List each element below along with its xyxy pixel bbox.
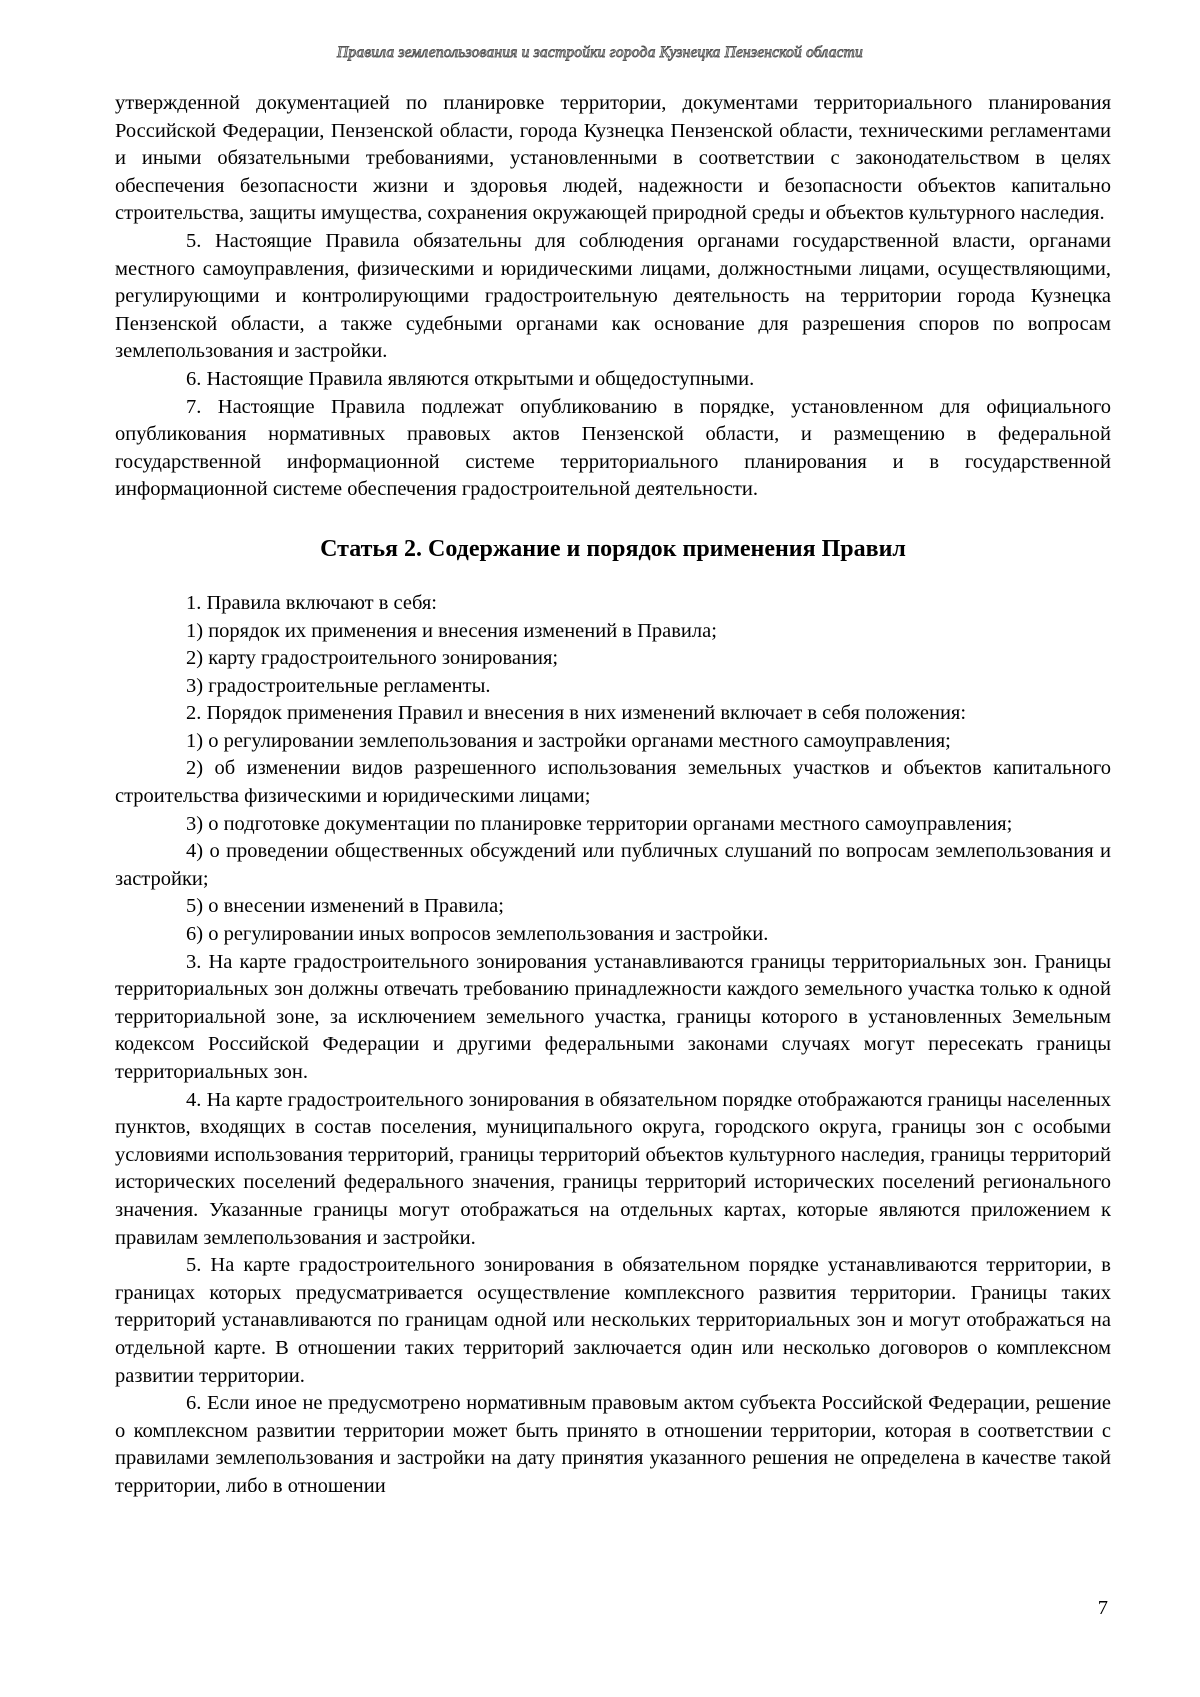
list-item: 6) о регулировании иных вопросов землепользования и застройки.: [186, 923, 769, 946]
document-body: [115, 90, 1111, 1501]
list-item: 4) о проведении общественных обсуждений или публичных слушаний по вопросам землепользования и застройки;: [115, 840, 1111, 890]
paragraph: 5. Настоящие Правила обязательны для соблюдения органами государственной власти, органами местного самоуправления, физическими и юридическими лицами, должностными лицами, осуществляющими, регулирующими и контролирующими градостроительную деятельность на территории города Кузнецка Пензенской области, а также судебными органами как основание для разрешения споров по вопросам землепользования и застройки.: [115, 229, 1111, 363]
paragraph: утвержденной документацией по планировке территории, документами территориального планирования Российской Федерации, Пензенской области, города Кузнецка Пензенской области, техническими регламентами и иными обязательными требованиями, установленными в соответствии с законодательством в целях обеспечения безопасности жизни и здоровья людей, надежности и безопасности объектов капитально строительства, защиты имущества, сохранения окружающей природной среды и объектов культурного наследия.: [115, 92, 1111, 225]
paragraph: 3. На карте градостроительного зонирования устанавливаются границы территориальных зон. Границы территориальных зон должны отвечать требованию принадлежности каждого земельного участка только к одной территориальной зоне, за исключением земельного участка, границы которого в установленных Земельным кодексом Российской Федерации и другими федеральными законами случаях могут пересекать границы территориальных зон.: [115, 950, 1111, 1083]
paragraph: 2. Порядок применения Правил и внесения в них изменений включает в себя положения:: [186, 702, 967, 725]
list-item: 1) порядок их применения и внесения изменений в Правила;: [186, 619, 717, 642]
paragraph: 7. Настоящие Правила подлежат опубликованию в порядке, установленном для официального опубликования нормативных правовых актов Пензенской области, и размещению в федеральной государственной информационной системе территориального планирования и в государственной информационной системе обеспечения градостроительной деятельности.: [115, 395, 1111, 501]
running-header: Правила землепользования и застройки города Кузнецка Пензенской области: [337, 44, 863, 61]
paragraph: 5. На карте градостроительного зонирования в обязательном порядке устанавливаются территории, в границах которых предусматривается осуществление комплексного развития территории. Границы таких территорий устанавливаются по границам одной или нескольких территориальных зон и могут отображаться на отдельной карте. В отношении таких территорий заключается один или несколько договоров о комплексном развитии территории.: [115, 1254, 1111, 1387]
list-item: 5) о внесении изменений в Правила;: [186, 895, 504, 918]
list-item: 3) градостроительные регламенты.: [186, 674, 491, 697]
list-item: 2) об изменении видов разрешенного использования земельных участков и объектов капитального строительства физическими и юридическими лицами;: [115, 757, 1111, 808]
paragraph: 6. Если иное не предусмотрено нормативным правовым актом субъекта Российской Федерации, решение о комплексном развитии территории может быть принято в отношении территории, которая в соответствии с правилами землепользования и застройки на дату принятия указанного решения не определена в качестве такой территории, либо в отношении: [115, 1392, 1111, 1497]
list-item: 1) о регулировании землепользования и застройки органами местного самоуправления;: [186, 729, 951, 752]
list-item: 2) карту градостроительного зонирования;: [186, 647, 559, 670]
paragraph: 4. На карте градостроительного зонирования в обязательном порядке отображаются границы населенных пунктов, входящих в состав поселения, муниципального округа, городского округа, границы зон с особыми условиями использования территорий, границы территорий объектов культурного наследия, границы территорий исторических поселений федерального значения, границы территорий исторических поселений регионального значения. Указанные границы могут отображаться на отдельных картах, которые являются приложением к правилам землепользования и застройки.: [115, 1088, 1111, 1249]
page-number: 7: [1097, 1597, 1108, 1619]
paragraph: 1. Правила включают в себя:: [186, 591, 437, 614]
article-heading: Статья 2. Содержание и порядок применения Правил: [320, 535, 906, 562]
list-item: 3) о подготовке документации по планировке территории органами местного самоуправления;: [186, 812, 1013, 835]
paragraph: 6. Настоящие Правила являются открытыми и общедоступными.: [186, 367, 755, 390]
